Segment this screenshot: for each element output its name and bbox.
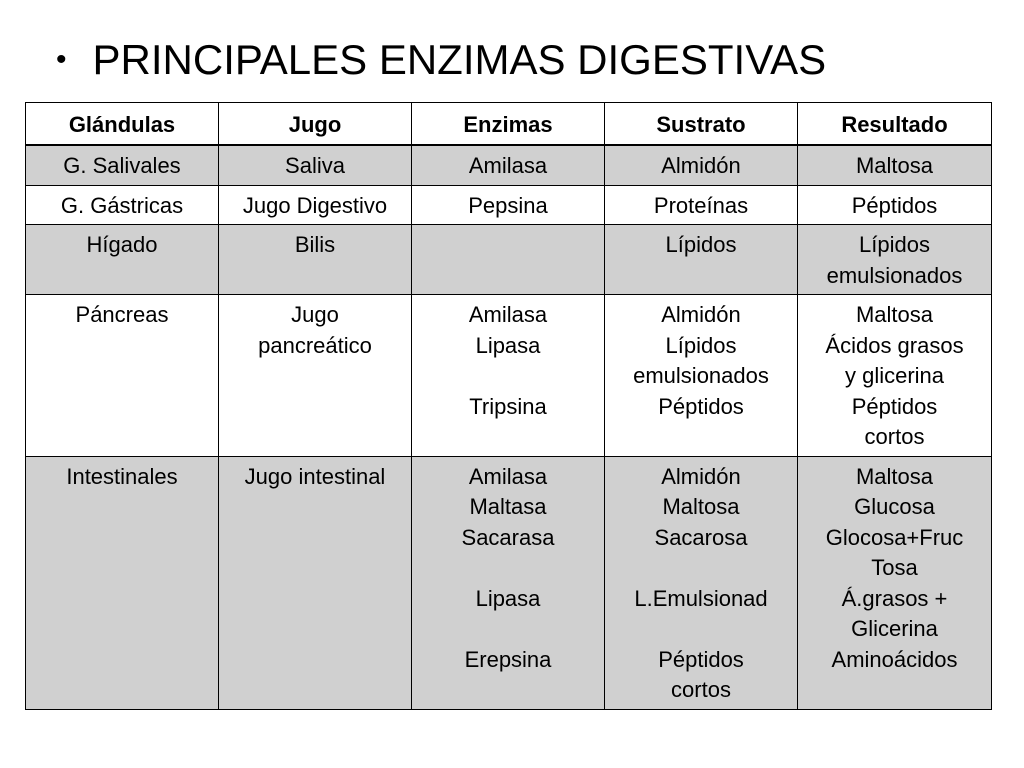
cell-text: Almidón xyxy=(661,153,741,178)
cell-resultado xyxy=(798,456,992,709)
cell-text: Glocosa+Fruc xyxy=(825,524,964,550)
cell-text: Ácidos grasos xyxy=(825,332,964,358)
cell-resultado xyxy=(798,225,992,295)
slide-title: PRINCIPALES ENZIMAS DIGESTIVAS xyxy=(92,36,827,83)
cell-text: Almidón xyxy=(661,302,741,327)
cell-text: Lípidos xyxy=(665,232,737,257)
cell-glandulas xyxy=(26,185,219,225)
cell-jugo xyxy=(219,295,412,457)
title-row xyxy=(56,30,826,90)
cell-text: Sacarosa xyxy=(654,524,748,550)
header-jugo: Jugo xyxy=(219,103,412,146)
cell-glandulas xyxy=(26,295,219,457)
cell-text: Jugo intestinal xyxy=(244,463,386,489)
cell-text: Sacarasa xyxy=(461,524,555,550)
cell-spacer xyxy=(414,614,602,645)
header-sustrato: Sustrato xyxy=(605,103,798,146)
cell-enzimas xyxy=(412,185,605,225)
cell-text: Amilasa xyxy=(468,302,548,327)
cell-text: Pepsina xyxy=(468,192,548,218)
cell-text: Maltosa xyxy=(855,153,934,178)
table-header-row xyxy=(26,103,992,146)
cell-text: Amilasa xyxy=(468,153,548,178)
table-row xyxy=(26,185,992,225)
cell-text: Amilasa xyxy=(468,463,548,489)
cell-text: Glucosa xyxy=(854,494,935,519)
cell-text: Erepsina xyxy=(464,646,552,672)
cell-text: Tosa xyxy=(871,555,918,580)
cell-text: Proteínas xyxy=(653,192,749,218)
cell-jugo xyxy=(219,185,412,225)
cell-text: Páncreas xyxy=(75,302,169,327)
cell-sustrato xyxy=(605,295,798,457)
cell-resultado xyxy=(798,295,992,457)
cell-text: Almidón xyxy=(661,463,741,489)
cell-text: emulsionados xyxy=(826,262,963,288)
cell-text: Péptidos xyxy=(851,393,938,419)
cell-enzimas xyxy=(412,145,605,185)
cell-text: Maltosa xyxy=(662,494,740,519)
cell-text: Aminoácidos xyxy=(831,646,958,672)
cell-glandulas xyxy=(26,225,219,295)
cell-text: Hígado xyxy=(86,232,158,257)
table-row xyxy=(26,295,992,457)
cell-text: Bilis xyxy=(294,232,336,257)
cell-text: Lípidos xyxy=(665,332,737,358)
cell-text: pancreático xyxy=(258,332,372,358)
cell-text: Jugo xyxy=(291,302,339,327)
cell-text: Lipasa xyxy=(475,585,541,611)
cell-sustrato xyxy=(605,185,798,225)
cell-text: Lipasa xyxy=(475,332,541,358)
cell-spacer xyxy=(607,553,795,584)
cell-sustrato xyxy=(605,145,798,185)
cell-enzimas xyxy=(412,225,605,295)
cell-text: Intestinales xyxy=(66,463,178,489)
header-enzimas: Enzimas xyxy=(412,103,605,146)
cell-text: y glicerina xyxy=(844,363,945,388)
cell-glandulas xyxy=(26,456,219,709)
cell-enzimas xyxy=(412,295,605,457)
cell-text: Péptidos xyxy=(658,646,744,672)
cell-text: cortos xyxy=(864,424,925,449)
cell-text: Jugo Digestivo xyxy=(242,192,388,218)
cell-text: G. Gástricas xyxy=(60,192,184,218)
header-glandulas: Glándulas xyxy=(26,103,219,146)
cell-text: Maltasa xyxy=(469,494,547,519)
cell-text: Saliva xyxy=(285,153,345,178)
cell-jugo xyxy=(219,145,412,185)
enzymes-table xyxy=(25,102,992,710)
cell-sustrato xyxy=(605,225,798,295)
cell-text: Maltosa xyxy=(855,463,934,489)
cell-text: Maltosa xyxy=(855,302,934,327)
cell-sustrato xyxy=(605,456,798,709)
table-row xyxy=(26,145,992,185)
cell-resultado xyxy=(798,145,992,185)
cell-text: emulsionados xyxy=(633,363,769,388)
cell-text: Á.grasos + xyxy=(841,585,948,611)
cell-enzimas xyxy=(412,456,605,709)
title-bullet: • xyxy=(56,43,67,76)
cell-spacer xyxy=(414,361,602,392)
cell-text: Tripsina xyxy=(469,393,547,419)
table-row xyxy=(26,225,992,295)
cell-glandulas xyxy=(26,145,219,185)
table-row xyxy=(26,456,992,709)
cell-text: G. Salivales xyxy=(63,153,181,178)
cell-spacer xyxy=(607,614,795,645)
cell-resultado xyxy=(798,185,992,225)
cell-text: L.Emulsionad xyxy=(634,585,768,611)
cell-jugo xyxy=(219,225,412,295)
cell-text: Glicerina xyxy=(851,616,938,641)
header-resultado: Resultado xyxy=(798,103,992,146)
cell-text: cortos xyxy=(671,677,731,702)
cell-spacer xyxy=(414,553,602,584)
cell-jugo xyxy=(219,456,412,709)
cell-text: Péptidos xyxy=(658,393,744,419)
cell-text: Lípidos xyxy=(859,232,930,257)
cell-text: Péptidos xyxy=(851,192,938,218)
